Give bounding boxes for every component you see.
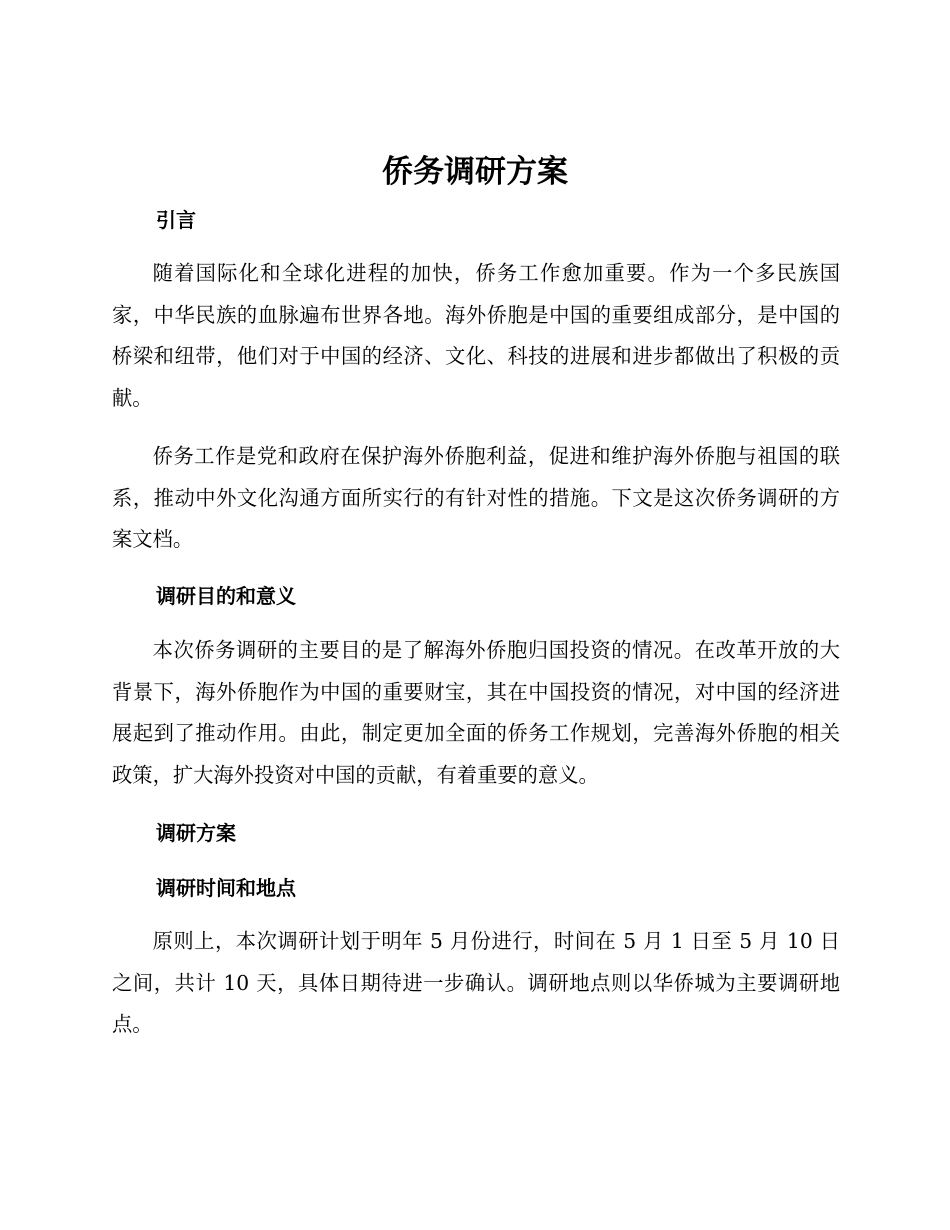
paragraph-intro-2: 侨务工作是党和政府在保护海外侨胞利益，促进和维护海外侨胞与祖国的联系，推动中外文化沟通方面所实行的有针对性的措施。下文是这次侨务调研的方案文档。: [112, 444, 840, 551]
heading-time-place: 调研时间和地点: [156, 876, 296, 900]
heading-plan: 调研方案: [156, 821, 236, 845]
heading-purpose: 调研目的和意义: [156, 584, 296, 608]
paragraph-time-place-1: 原则上，本次调研计划于明年 5 月份进行，时间在 5 月 1 日至 5 月 10 日之间，共计 10 天，具体日期待进一步确认。调研地点则以华侨城为主要调研地点。: [112, 929, 840, 1036]
paragraph-purpose-1: 本次侨务调研的主要目的是了解海外侨胞归国投资的情况。在改革开放的大背景下，海外侨胞作为中国的重要财宝，其在中国投资的情况，对中国的经济进展起到了推动作用。由此，制定更加全面的侨务工作规划，完善海外侨胞的相关政策，扩大海外投资对中国的贡献，有着重要的意义。: [112, 638, 840, 787]
paragraph-intro-1: 随着国际化和全球化进程的加快，侨务工作愈加重要。作为一个多民族国家，中华民族的血脉遍布世界各地。海外侨胞是中国的重要组成部分，是中国的桥梁和纽带，他们对于中国的经济、文化、科技的进展和进步都做出了积极的贡献。: [112, 261, 840, 410]
document-title: 侨务调研方案: [382, 154, 568, 190]
heading-introduction: 引言: [156, 208, 196, 232]
